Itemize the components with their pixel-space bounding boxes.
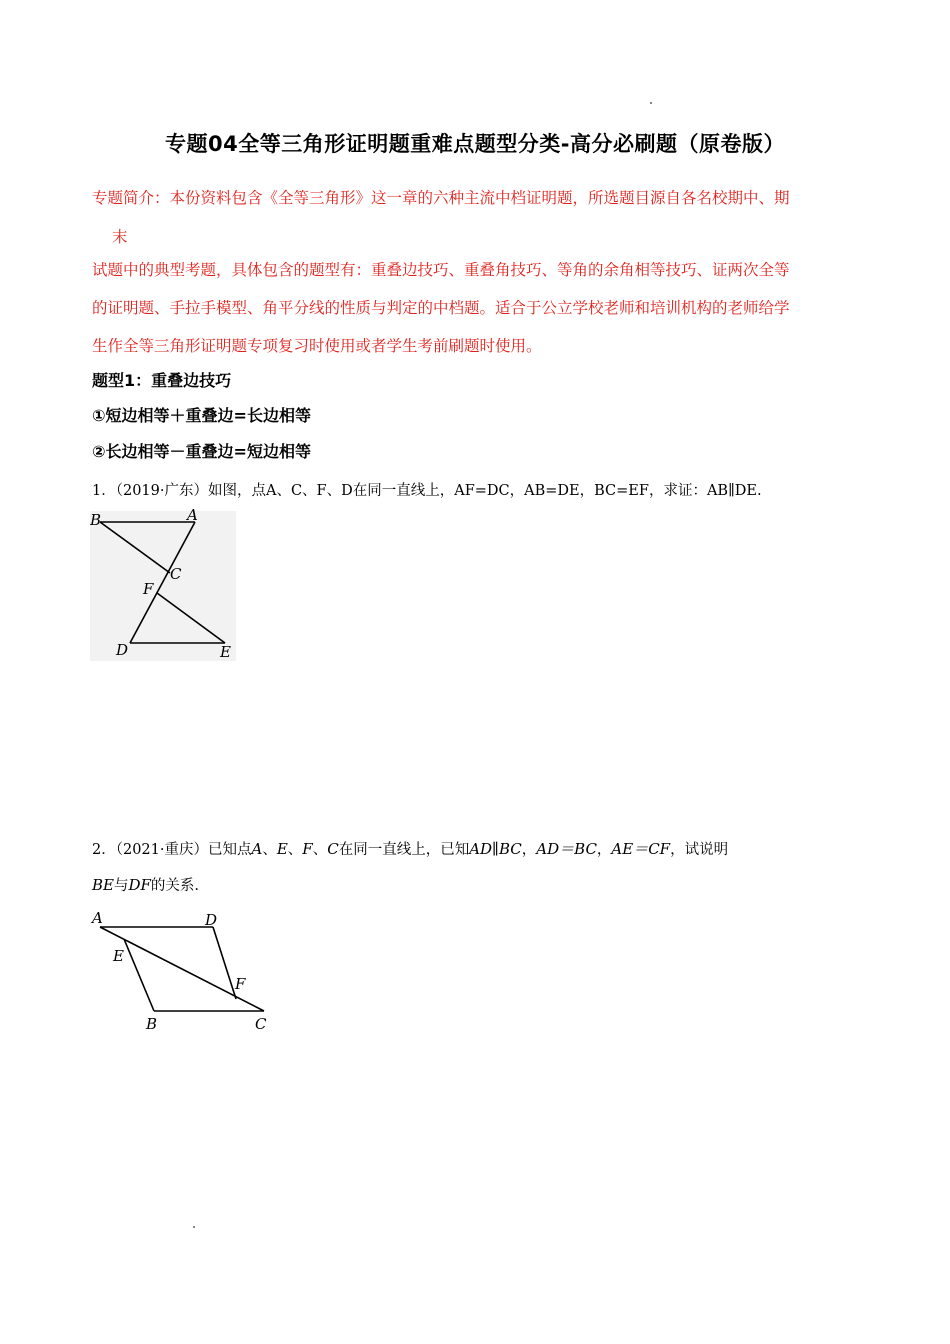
page-title: 专题04全等三角形证明题重难点题型分类-高分必刷题（原卷版） (165, 132, 785, 156)
label-a: A (187, 506, 198, 524)
q2-sep-2: 、 (287, 842, 303, 858)
q2-prefix: 2．（2021·重庆）已知点 (92, 842, 252, 858)
section-heading: 题型1：重叠边技巧 (92, 371, 232, 390)
label-c: C (170, 565, 182, 583)
q2-point-c: C (327, 840, 339, 858)
q2-be: BE (92, 876, 114, 894)
rule-1: ①短边相等＋重叠边=长边相等 (92, 406, 311, 425)
label-e: E (220, 643, 231, 661)
intro-line-3: 的证明题、手拉手模型、角平分线的性质与判定的中档题。适合于公立学校老师和培训机构的老师给学 (92, 299, 790, 317)
label-b: B (146, 1015, 158, 1033)
question-1: 1．（2019·广东）如图，点A、C、F、D在同一直线上，AF=DC，AB=DE，BC=EF，求证：AB∥DE. (92, 483, 762, 499)
intro-line-1b: 末 (112, 228, 128, 246)
q2-point-e: E (276, 840, 288, 858)
speck (193, 1226, 195, 1228)
label-f: F (143, 580, 154, 598)
q2-cond-2: AD＝BC (536, 840, 597, 858)
label-a: A (92, 909, 103, 927)
q2-comma-1: ， (521, 842, 537, 858)
question-2 (92, 838, 872, 859)
q2-comma-2: ， (596, 842, 612, 858)
q2-cond-1: AD∥BC (469, 840, 522, 858)
segment-eb (124, 939, 154, 1011)
figure-2 (88, 905, 278, 1035)
intro-line-1: 专题简介：本份资料包含《全等三角形》这一章的六种主流中档证明题，所选题目源自各名校期中、期 (92, 189, 790, 207)
q2-point-a: A (251, 840, 263, 858)
q2-relation: 的关系. (150, 878, 200, 894)
intro-line-4: 生作全等三角形证明题专项复习时使用或者学生考前刷题时使用。 (92, 337, 542, 355)
q2-point-f: F (302, 840, 313, 858)
intro-line-2: 试题中的典型考题，具体包含的题型有：重叠边技巧、重叠角技巧、等角的余角相等技巧、证两次全等 (92, 261, 790, 279)
label-d: D (205, 911, 218, 929)
question-2-line-2 (92, 874, 872, 895)
figure-1 (90, 505, 240, 665)
q2-cond-3: AE＝CF (611, 840, 671, 858)
speck (650, 102, 652, 104)
segment-df (213, 927, 236, 999)
q2-sep-3: 、 (312, 842, 328, 858)
label-b: B (90, 511, 102, 529)
q2-tail: ，试说明 (670, 842, 729, 858)
q2-and: 与 (113, 878, 129, 894)
label-d: D (116, 641, 129, 659)
label-f: F (235, 975, 246, 993)
rule-2: ②长边相等－重叠边=短边相等 (92, 442, 311, 461)
label-e: E (113, 947, 124, 965)
label-c: C (255, 1015, 267, 1033)
q2-mid: 在同一直线上，已知 (338, 842, 470, 858)
q2-df: DF (128, 876, 151, 894)
q2-sep-1: 、 (262, 842, 277, 858)
figure-1-background (90, 511, 236, 661)
